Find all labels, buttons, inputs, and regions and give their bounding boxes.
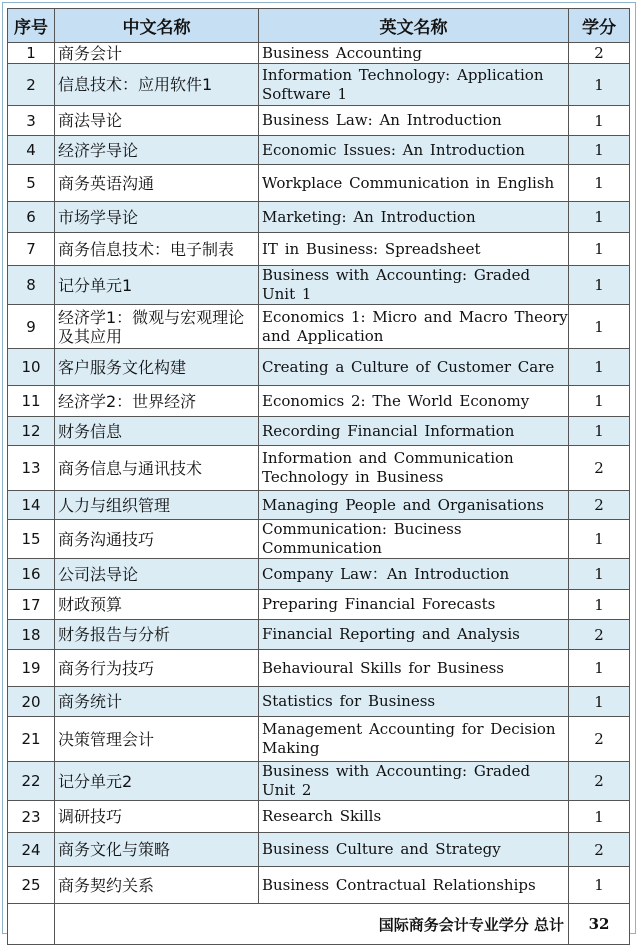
row-no: 15 (8, 520, 55, 559)
row-credit: 1 (569, 417, 630, 446)
row-chinese-name: 财政预算 (55, 590, 259, 620)
table-row (8, 687, 630, 717)
table-row (8, 386, 630, 417)
row-credit: 2 (569, 620, 630, 650)
total-label: 国际商务会计专业学分 总计 (55, 904, 569, 945)
row-english-name: Statistics for Business (259, 687, 569, 717)
total-value: 32 (569, 904, 630, 945)
row-credit: 1 (569, 64, 630, 106)
row-english-name: Business with Accounting: Graded Unit 2 (259, 762, 569, 801)
row-credit: 2 (569, 43, 630, 64)
row-chinese-name: 商务沟通技巧 (55, 520, 259, 559)
row-english-name: Recording Financial Information (259, 417, 569, 446)
row-english-name: Business Culture and Strategy (259, 833, 569, 867)
row-english-name: Behavioural Skills for Business (259, 650, 569, 687)
table-row (8, 867, 630, 904)
row-english-name: Communication: Buciness Communication (259, 520, 569, 559)
row-english-name: IT in Business: Spreadsheet (259, 233, 569, 266)
row-no: 4 (8, 136, 55, 165)
row-chinese-name: 经济学2：世界经济 (55, 386, 259, 417)
row-no: 10 (8, 349, 55, 386)
table-row (8, 559, 630, 590)
row-english-name: Managing People and Organisations (259, 491, 569, 520)
row-credit: 1 (569, 349, 630, 386)
table-row (8, 136, 630, 165)
row-chinese-name: 客户服务文化构建 (55, 349, 259, 386)
row-chinese-name: 财务信息 (55, 417, 259, 446)
row-chinese-name: 商务文化与策略 (55, 833, 259, 867)
table-row (8, 762, 630, 801)
row-credit: 1 (569, 202, 630, 233)
row-no: 24 (8, 833, 55, 867)
row-credit: 1 (569, 305, 630, 349)
row-english-name: Information Technology: Application Software 1 (259, 64, 569, 106)
row-english-name: Business Accounting (259, 43, 569, 64)
table-row (8, 64, 630, 106)
row-no: 8 (8, 266, 55, 305)
row-english-name: Information and Communication Technology in Business (259, 446, 569, 491)
row-english-name: Economics 1: Micro and Macro Theory and Application (259, 305, 569, 349)
table-row (8, 446, 630, 491)
row-credit: 1 (569, 266, 630, 305)
row-no: 3 (8, 106, 55, 136)
row-no: 17 (8, 590, 55, 620)
row-credit: 1 (569, 867, 630, 904)
row-english-name: Workplace Communication in English (259, 165, 569, 202)
row-english-name: Financial Reporting and Analysis (259, 620, 569, 650)
table-row (8, 202, 630, 233)
row-no: 2 (8, 64, 55, 106)
row-english-name: Business Contractual Relationships (259, 867, 569, 904)
row-credit: 1 (569, 106, 630, 136)
row-no: 14 (8, 491, 55, 520)
row-credit: 2 (569, 833, 630, 867)
row-no: 20 (8, 687, 55, 717)
row-english-name: Research Skills (259, 801, 569, 833)
row-no: 18 (8, 620, 55, 650)
table-row (8, 106, 630, 136)
row-no: 1 (8, 43, 55, 64)
row-chinese-name: 商务信息与通讯技术 (55, 446, 259, 491)
row-no: 5 (8, 165, 55, 202)
row-chinese-name: 财务报告与分析 (55, 620, 259, 650)
header-row (8, 9, 630, 43)
row-credit: 1 (569, 687, 630, 717)
table-row (8, 520, 630, 559)
row-credit: 2 (569, 717, 630, 762)
table-row (8, 801, 630, 833)
row-credit: 2 (569, 762, 630, 801)
row-no: 13 (8, 446, 55, 491)
row-no: 9 (8, 305, 55, 349)
table-row (8, 620, 630, 650)
row-chinese-name: 商务契约关系 (55, 867, 259, 904)
row-credit: 1 (569, 165, 630, 202)
row-credit: 1 (569, 590, 630, 620)
header-english-name: 英文名称 (259, 9, 569, 43)
row-english-name: Company Law：An Introduction (259, 559, 569, 590)
row-no: 22 (8, 762, 55, 801)
total-row (8, 904, 630, 945)
row-chinese-name: 商务行为技巧 (55, 650, 259, 687)
row-no: 12 (8, 417, 55, 446)
row-chinese-name: 经济学导论 (55, 136, 259, 165)
row-english-name: Economics 2: The World Economy (259, 386, 569, 417)
row-credit: 1 (569, 136, 630, 165)
row-chinese-name: 人力与组织管理 (55, 491, 259, 520)
row-no: 11 (8, 386, 55, 417)
header-no: 序号 (8, 9, 55, 43)
row-chinese-name: 调研技巧 (55, 801, 259, 833)
row-chinese-name: 信息技术：应用软件1 (55, 64, 259, 106)
total-blank-cell (8, 904, 55, 945)
row-credit: 2 (569, 446, 630, 491)
table-row (8, 305, 630, 349)
row-chinese-name: 商务会计 (55, 43, 259, 64)
row-credit: 1 (569, 559, 630, 590)
row-no: 6 (8, 202, 55, 233)
row-credit: 1 (569, 801, 630, 833)
row-chinese-name: 市场学导论 (55, 202, 259, 233)
row-chinese-name: 经济学1：微观与宏观理论及其应用 (55, 305, 259, 349)
table-row (8, 266, 630, 305)
header-chinese-name: 中文名称 (55, 9, 259, 43)
row-credit: 2 (569, 491, 630, 520)
table-row (8, 833, 630, 867)
row-english-name: Creating a Culture of Customer Care (259, 349, 569, 386)
row-chinese-name: 商务英语沟通 (55, 165, 259, 202)
table-row (8, 590, 630, 620)
table-row (8, 650, 630, 687)
row-english-name: Marketing: An Introduction (259, 202, 569, 233)
table-row (8, 233, 630, 266)
row-chinese-name: 决策管理会计 (55, 717, 259, 762)
row-no: 7 (8, 233, 55, 266)
row-chinese-name: 记分单元2 (55, 762, 259, 801)
table-row (8, 43, 630, 64)
row-no: 23 (8, 801, 55, 833)
table-row (8, 417, 630, 446)
row-no: 21 (8, 717, 55, 762)
header-credit: 学分 (569, 9, 630, 43)
table-row (8, 349, 630, 386)
row-english-name: Preparing Financial Forecasts (259, 590, 569, 620)
row-english-name: Business Law: An Introduction (259, 106, 569, 136)
course-table (7, 8, 630, 945)
row-chinese-name: 记分单元1 (55, 266, 259, 305)
row-chinese-name: 商务统计 (55, 687, 259, 717)
row-chinese-name: 公司法导论 (55, 559, 259, 590)
row-credit: 1 (569, 650, 630, 687)
row-english-name: Economic Issues: An Introduction (259, 136, 569, 165)
table-row (8, 491, 630, 520)
row-chinese-name: 商法导论 (55, 106, 259, 136)
row-no: 16 (8, 559, 55, 590)
table-row (8, 165, 630, 202)
row-no: 25 (8, 867, 55, 904)
row-no: 19 (8, 650, 55, 687)
row-english-name: Management Accounting for Decision Making (259, 717, 569, 762)
row-credit: 1 (569, 520, 630, 559)
row-credit: 1 (569, 233, 630, 266)
row-chinese-name: 商务信息技术：电子制表 (55, 233, 259, 266)
row-english-name: Business with Accounting: Graded Unit 1 (259, 266, 569, 305)
row-credit: 1 (569, 386, 630, 417)
table-row (8, 717, 630, 762)
